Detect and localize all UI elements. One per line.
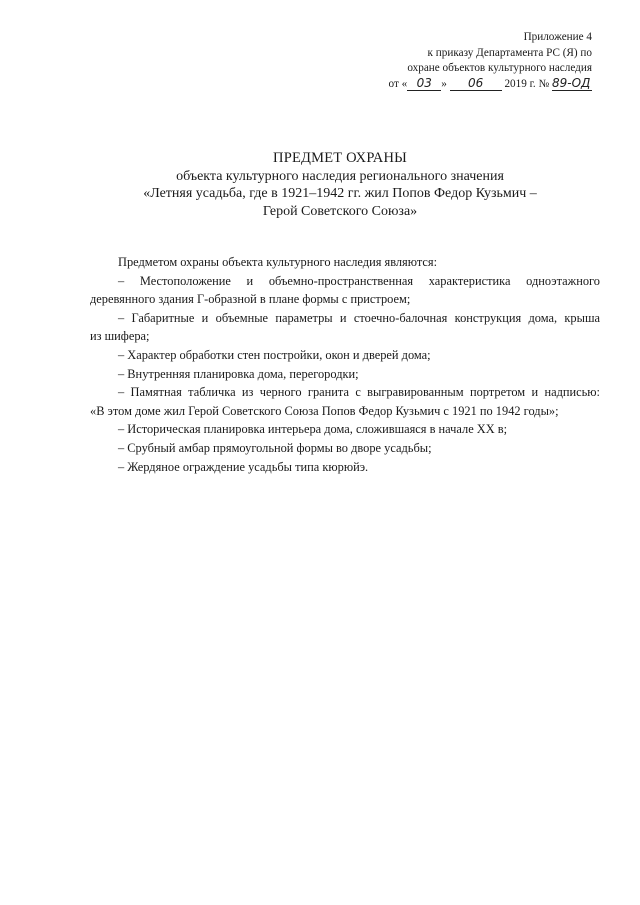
body-intro: Предметом охраны объекта культурного наследия являются: (118, 255, 438, 269)
title-main: ПРЕДМЕТ ОХРАНЫ (273, 150, 407, 166)
date-prefix: от « (388, 77, 408, 90)
list-item-8: – Жердяное ограждение усадьбы типа кюрюйэ. (118, 459, 369, 474)
order-date-line (389, 77, 592, 93)
appendix-number: Приложение 4 (523, 31, 592, 43)
date-quote-close: » (441, 77, 447, 90)
list-item-3: – Характер обработки стен постройки, окон и дверей дома; (118, 347, 431, 362)
handwritten-day: 03 (407, 77, 441, 91)
document-title (70, 150, 610, 220)
handwritten-month: 06 (450, 77, 502, 91)
list-item-5-line-1: – Памятная табличка из черного гранита с выгравированным портретом и надписью: (118, 385, 600, 400)
appendix-order-ref: к приказу Департамента РС (Я) по (427, 46, 592, 59)
list-item-1-line-1: – Местоположение и объемно-пространственная характеристика одноэтажного (118, 273, 600, 288)
title-line-4: Герой Советского Союза» (262, 203, 418, 219)
list-item-2-line-1: – Габаритные и объемные параметры и стоечно-балочная конструкция дома, крыша (118, 310, 600, 325)
document-body (90, 253, 600, 476)
title-line-2: объекта культурного наследия регионального значения (176, 168, 504, 184)
list-item-7: – Срубный амбар прямоугольной формы во дворе усадьбы; (118, 440, 432, 455)
appendix-header (389, 30, 592, 92)
date-year-number-label: 2019 г. № (504, 77, 550, 90)
list-item-6: – Историческая планировка интерьера дома, сложившаяся в начале XX в; (118, 422, 508, 437)
title-line-3: «Летняя усадьба, где в 1921–1942 гг. жил Попов Федор Кузьмич – (143, 186, 537, 201)
list-item-4: – Внутренняя планировка дома, перегородки; (118, 366, 359, 381)
handwritten-order-number: 89-ОД (552, 75, 591, 90)
appendix-department: охране объектов культурного наследия (407, 62, 592, 74)
list-item-5-line-2: «В этом доме жил Герой Советского Союза Попов Федор Кузьмич с 1921 по 1942 годы»; (90, 403, 559, 418)
list-item-1-line-2: деревянного здания Г-образной в плане формы с пристроем; (90, 292, 411, 307)
list-item-2-line-2: из шифера; (90, 329, 150, 344)
